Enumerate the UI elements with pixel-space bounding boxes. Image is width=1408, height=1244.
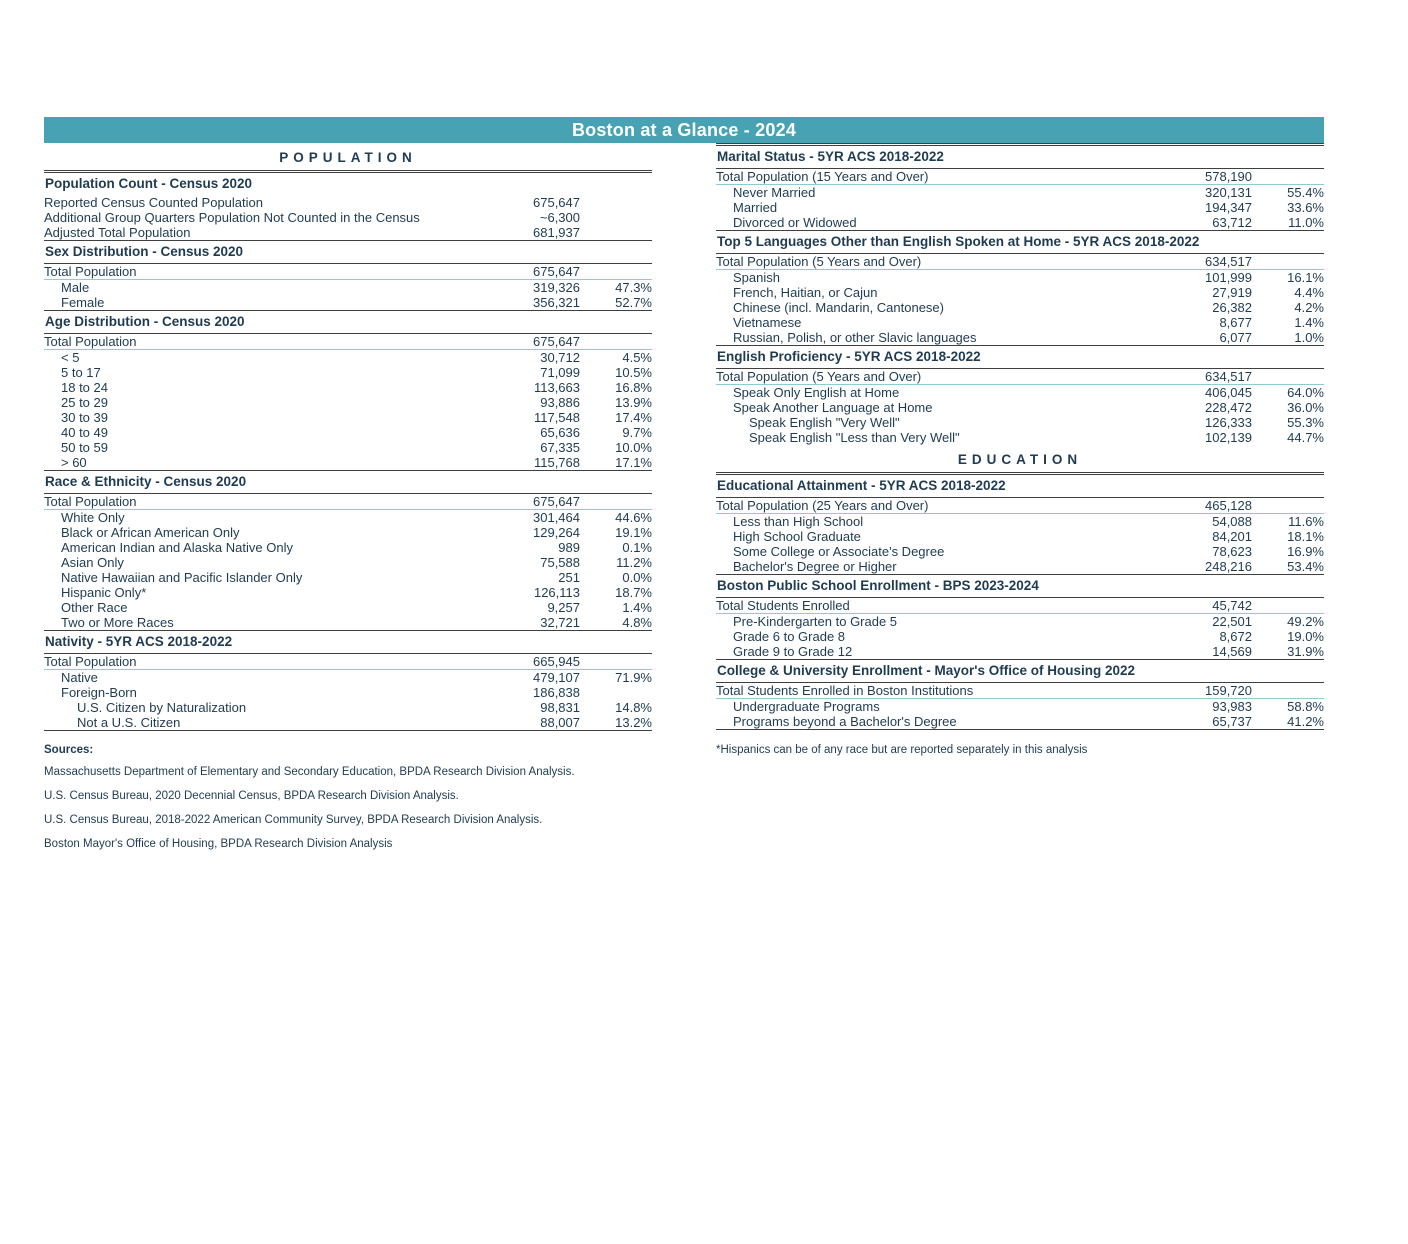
row-percent: 0.1%: [622, 540, 652, 555]
row-percent: 4.2%: [1294, 300, 1324, 315]
row-percent: 16.9%: [1287, 544, 1324, 559]
table-row: [716, 315, 1324, 330]
table-total-row: [716, 254, 1324, 270]
row-value: 989: [558, 540, 580, 555]
row-label: 18 to 24: [61, 380, 108, 395]
subsection: [716, 574, 1324, 659]
row-percent: [580, 225, 652, 240]
row-label: Black or African American Only: [61, 525, 240, 540]
table-row: [716, 270, 1324, 286]
row-value: 115,768: [533, 455, 580, 470]
row-label: Bachelor's Degree or Higher: [733, 559, 897, 574]
row-percent: 19.1%: [615, 525, 652, 540]
row-value: 129,264: [533, 525, 580, 540]
row-percent: 4.5%: [622, 350, 652, 365]
row-label: 30 to 39: [61, 410, 108, 425]
row-value: 186,838: [533, 685, 580, 700]
table-row: [44, 685, 652, 700]
row-percent: [580, 264, 652, 280]
row-label: Divorced or Widowed: [733, 215, 857, 230]
row-percent: 11.6%: [1288, 514, 1324, 529]
row-value: 406,045: [1205, 385, 1252, 400]
row-label: Total Population: [44, 654, 436, 670]
row-label: Asian Only: [61, 555, 124, 570]
row-percent: 55.4%: [1287, 185, 1324, 200]
row-percent: 1.4%: [622, 600, 652, 615]
row-value: 63,712: [1212, 215, 1252, 230]
subsection-heading: College & University Enrollment - Mayor's Office of Housing 2022: [716, 659, 1324, 682]
row-percent: [580, 210, 652, 225]
data-table: [716, 168, 1324, 230]
row-percent: 1.4%: [1294, 315, 1324, 330]
row-value: 578,190: [1108, 169, 1252, 185]
table-row: [44, 555, 652, 570]
table-row: [44, 295, 652, 310]
row-label: Never Married: [733, 185, 816, 200]
row-value: 320,131: [1205, 185, 1252, 200]
row-value: 22,501: [1212, 614, 1252, 629]
row-percent: [1252, 254, 1324, 270]
row-value: 634,517: [1108, 254, 1252, 270]
row-percent: [1252, 369, 1324, 385]
table-row: [44, 350, 652, 366]
row-label: White Only: [61, 510, 125, 525]
row-label: Total Population: [44, 264, 436, 280]
table-row: [44, 195, 652, 210]
table-row: [716, 544, 1324, 559]
table-row: [716, 644, 1324, 659]
row-value: 113,663: [533, 380, 580, 395]
table-total-row: [44, 264, 652, 280]
hispanic-footnote: *Hispanics can be of any race but are reported separately in this analysis: [716, 744, 1088, 756]
table-row: [716, 614, 1324, 630]
row-value: 194,347: [1205, 200, 1252, 215]
table-row: [44, 225, 652, 240]
row-label: Female: [61, 295, 105, 310]
row-label: Chinese (incl. Mandarin, Cantonese): [733, 300, 944, 315]
source-line: Boston Mayor's Office of Housing, BPDA Research Division Analysis: [44, 838, 393, 850]
row-value: 32,721: [540, 615, 580, 630]
row-label: 25 to 29: [61, 395, 108, 410]
sources-heading: Sources:: [44, 744, 94, 756]
row-value: 681,937: [533, 225, 580, 240]
row-percent: [1252, 498, 1324, 514]
row-value: 126,333: [1205, 415, 1252, 430]
table-row: [716, 415, 1324, 430]
data-table: [44, 333, 652, 470]
row-value: 8,672: [1219, 629, 1252, 644]
table-row: [44, 585, 652, 600]
row-label: Spanish: [733, 270, 780, 285]
row-percent: [580, 685, 652, 700]
row-label: 5 to 17: [61, 365, 101, 380]
table-row: [716, 699, 1324, 715]
data-table: [716, 253, 1324, 345]
right-tables-bottom-container: [716, 472, 1324, 730]
table-row: [44, 280, 652, 296]
row-value: 45,742: [1108, 598, 1252, 614]
table-row: [44, 510, 652, 526]
row-percent: 11.2%: [616, 555, 652, 570]
row-percent: 19.0%: [1287, 629, 1324, 644]
row-percent: 11.0%: [1288, 215, 1324, 230]
sources-block: [44, 744, 652, 862]
row-percent: 55.3%: [1287, 415, 1324, 430]
subsection-heading: Top 5 Languages Other than English Spoken at Home - 5YR ACS 2018-2022: [716, 230, 1324, 253]
table-total-row: [716, 498, 1324, 514]
subsection: [44, 630, 652, 731]
table-row: [44, 700, 652, 715]
row-value: 228,472: [1205, 400, 1252, 415]
table-row: [716, 559, 1324, 574]
section-banner-population: POPULATION: [279, 150, 417, 165]
subsection: [716, 230, 1324, 345]
row-percent: 44.6%: [615, 510, 652, 525]
row-value: 8,677: [1219, 315, 1252, 330]
data-table: [716, 597, 1324, 659]
subsection-heading: Population Count - Census 2020: [44, 170, 652, 195]
row-value: 9,257: [547, 600, 580, 615]
row-value: 301,464: [533, 510, 580, 525]
source-line: U.S. Census Bureau, 2020 Decennial Census, BPDA Research Division Analysis.: [44, 790, 459, 802]
right-tables-top-container: [716, 143, 1324, 445]
table-row: [44, 670, 652, 686]
row-percent: 47.3%: [615, 280, 652, 295]
row-value: 159,720: [1108, 683, 1252, 699]
table-row: [716, 200, 1324, 215]
page-title: Boston at a Glance - 2024: [44, 117, 1324, 143]
row-percent: 14.8%: [615, 700, 652, 715]
row-label: Grade 6 to Grade 8: [733, 629, 846, 644]
subsection: [44, 240, 652, 310]
section-banner-education: EDUCATION: [957, 452, 1083, 467]
row-value: 319,326: [533, 280, 580, 295]
row-value: 98,831: [540, 700, 580, 715]
table-row: [716, 514, 1324, 530]
row-label: Total Population (15 Years and Over): [716, 169, 1108, 185]
table-total-row: [716, 369, 1324, 385]
row-value: 479,107: [533, 670, 580, 685]
row-value: 634,517: [1108, 369, 1252, 385]
row-percent: 53.4%: [1287, 559, 1324, 574]
row-percent: 44.7%: [1287, 430, 1324, 445]
row-value: 251: [558, 570, 580, 585]
row-label: Not a U.S. Citizen: [44, 715, 436, 731]
row-label: Total Population (25 Years and Over): [716, 498, 1108, 514]
row-label: High School Graduate: [733, 529, 861, 544]
table-row: [44, 540, 652, 555]
row-value: 126,113: [533, 585, 580, 600]
row-label: Speak Another Language at Home: [733, 400, 933, 415]
row-value: 84,201: [1212, 529, 1252, 544]
table-row: [716, 185, 1324, 201]
row-value: 665,945: [436, 654, 580, 670]
row-percent: [580, 334, 652, 350]
table-total-row: [44, 494, 652, 510]
table-row: [716, 400, 1324, 415]
row-label: Two or More Races: [61, 615, 174, 630]
table-row: [44, 615, 652, 630]
subsection: [44, 170, 652, 240]
row-label: Reported Census Counted Population: [44, 195, 263, 210]
table-row: [44, 395, 652, 410]
table-row: [716, 285, 1324, 300]
row-percent: 13.9%: [615, 395, 652, 410]
row-value: 67,335: [540, 440, 580, 455]
row-percent: [580, 654, 652, 670]
data-table: [44, 493, 652, 630]
row-label: Total Students Enrolled: [716, 598, 1108, 614]
row-percent: 58.8%: [1287, 699, 1324, 714]
row-value: 6,077: [1219, 330, 1252, 345]
row-value: 30,712: [540, 350, 580, 365]
row-value: ~6,300: [539, 210, 580, 225]
row-label: Male: [61, 280, 90, 295]
row-label: U.S. Citizen by Naturalization: [77, 700, 247, 715]
subsection: [716, 659, 1324, 730]
table-row: [716, 330, 1324, 345]
row-percent: 18.7%: [615, 585, 652, 600]
row-value: 88,007: [436, 715, 580, 731]
row-value: 117,548: [533, 410, 580, 425]
row-percent: 13.2%: [580, 715, 652, 731]
row-percent: [1252, 683, 1324, 699]
row-label: French, Haitian, or Cajun: [733, 285, 878, 300]
subsection-heading: Educational Attainment - 5YR ACS 2018-2022: [716, 472, 1324, 497]
table-row: [716, 629, 1324, 644]
row-value: 465,128: [1108, 498, 1252, 514]
right-column: [716, 143, 1324, 862]
sources-list: [44, 766, 652, 862]
data-table: [716, 497, 1324, 574]
two-column-body: [44, 143, 1324, 862]
row-value: 78,623: [1212, 544, 1252, 559]
row-label: Total Population: [44, 334, 436, 350]
row-percent: 4.4%: [1294, 285, 1324, 300]
subsection-heading: Marital Status - 5YR ACS 2018-2022: [716, 143, 1324, 168]
subsection-heading: English Proficiency - 5YR ACS 2018-2022: [716, 345, 1324, 368]
row-label: Hispanic Only*: [61, 585, 147, 600]
row-label: 40 to 49: [61, 425, 108, 440]
source-line: Massachusetts Department of Elementary and Secondary Education, BPDA Research Division Analysis.: [44, 766, 575, 778]
table-row: [44, 600, 652, 615]
row-percent: 52.7%: [615, 295, 652, 310]
row-label: Undergraduate Programs: [733, 699, 880, 714]
row-label: Programs beyond a Bachelor's Degree: [716, 714, 1108, 730]
row-value: 675,647: [533, 195, 580, 210]
row-percent: 1.0%: [1294, 330, 1324, 345]
row-value: 14,569: [1212, 644, 1252, 659]
row-value: 27,919: [1212, 285, 1252, 300]
row-label: > 60: [61, 455, 87, 470]
table-row: [44, 380, 652, 395]
row-value: 26,382: [1212, 300, 1252, 315]
row-percent: 17.1%: [615, 455, 652, 470]
table-row: [44, 410, 652, 425]
table-total-row: [716, 683, 1324, 699]
left-column: [44, 143, 652, 862]
data-table: [716, 368, 1324, 445]
row-percent: 49.2%: [1287, 614, 1324, 629]
row-value: 93,886: [540, 395, 580, 410]
table-row: [44, 440, 652, 455]
row-label: Additional Group Quarters Population Not Counted in the Census: [44, 210, 420, 225]
row-percent: 41.2%: [1252, 714, 1324, 730]
row-value: 675,647: [436, 334, 580, 350]
subsection: [44, 310, 652, 470]
row-label: Foreign-Born: [61, 685, 137, 700]
table-row: [716, 385, 1324, 401]
left-tables-container: [44, 170, 652, 731]
row-label: Vietnamese: [733, 315, 802, 330]
row-value: 356,321: [533, 295, 580, 310]
table-row: [44, 455, 652, 470]
table-row: [44, 715, 652, 731]
row-label: Total Students Enrolled in Boston Institutions: [716, 683, 1108, 699]
row-label: Other Race: [61, 600, 128, 615]
source-line: U.S. Census Bureau, 2018-2022 American Community Survey, BPDA Research Division Analysis.: [44, 814, 543, 826]
row-value: 101,999: [1205, 270, 1252, 285]
row-percent: 10.0%: [615, 440, 652, 455]
table-row: [716, 430, 1324, 445]
row-label: Speak English "Very Well": [749, 415, 900, 430]
row-value: 65,636: [540, 425, 580, 440]
row-percent: 16.1%: [1287, 270, 1324, 285]
row-percent: 64.0%: [1287, 385, 1324, 400]
row-label: Married: [733, 200, 778, 215]
row-percent: 18.1%: [1287, 529, 1324, 544]
row-value: 75,588: [540, 555, 580, 570]
row-label: Native: [61, 670, 98, 685]
row-label: Speak Only English at Home: [733, 385, 900, 400]
row-percent: 33.6%: [1287, 200, 1324, 215]
row-percent: [1252, 169, 1324, 185]
row-percent: 16.8%: [615, 380, 652, 395]
row-label: Speak English "Less than Very Well": [749, 430, 960, 445]
subsection: [716, 143, 1324, 230]
row-label: Total Population (5 Years and Over): [716, 369, 1108, 385]
row-label: Russian, Polish, or other Slavic languages: [733, 330, 977, 345]
row-percent: 31.9%: [1287, 644, 1324, 659]
table-row: [716, 300, 1324, 315]
table-row: [44, 365, 652, 380]
data-table: [44, 653, 652, 731]
row-value: 675,647: [436, 264, 580, 280]
row-value: 71,099: [540, 365, 580, 380]
table-row: [716, 529, 1324, 544]
table-total-row: [716, 169, 1324, 185]
row-value: 248,216: [1205, 559, 1252, 574]
row-value: 675,647: [436, 494, 580, 510]
subsection-heading: Boston Public School Enrollment - BPS 2023-2024: [716, 574, 1324, 597]
row-label: Grade 9 to Grade 12: [733, 644, 853, 659]
row-value: 93,983: [1212, 699, 1252, 714]
data-table: [716, 682, 1324, 730]
row-percent: [580, 195, 652, 210]
subsection: [716, 345, 1324, 445]
table-total-row: [44, 334, 652, 350]
row-percent: 71.9%: [615, 670, 652, 685]
subsection-heading: Race & Ethnicity - Census 2020: [44, 470, 652, 493]
subsection: [716, 472, 1324, 574]
table-total-row: [716, 598, 1324, 614]
row-percent: 9.7%: [622, 425, 652, 440]
table-row: [44, 210, 652, 225]
row-percent: [580, 494, 652, 510]
row-percent: 17.4%: [615, 410, 652, 425]
data-table: [44, 263, 652, 310]
table-row: [716, 714, 1324, 730]
table-row: [44, 525, 652, 540]
row-label: Total Population: [44, 494, 436, 510]
subsection-heading: Age Distribution - Census 2020: [44, 310, 652, 333]
row-percent: 10.5%: [615, 365, 652, 380]
row-label: 50 to 59: [61, 440, 108, 455]
subsection: [44, 470, 652, 630]
row-value: 102,139: [1205, 430, 1252, 445]
subsection-heading: Nativity - 5YR ACS 2018-2022: [44, 630, 652, 653]
row-label: Total Population (5 Years and Over): [716, 254, 1108, 270]
row-value: 54,088: [1212, 514, 1252, 529]
row-label: Adjusted Total Population: [44, 225, 191, 240]
data-table: [44, 195, 652, 240]
row-label: Less than High School: [733, 514, 864, 529]
fact-sheet-page: [44, 0, 1324, 862]
row-label: Pre-Kindergarten to Grade 5: [733, 614, 898, 629]
subsection-heading: Sex Distribution - Census 2020: [44, 240, 652, 263]
row-percent: 0.0%: [622, 570, 652, 585]
row-percent: 36.0%: [1287, 400, 1324, 415]
row-percent: 4.8%: [622, 615, 652, 630]
table-row: [716, 215, 1324, 230]
row-percent: [1252, 598, 1324, 614]
row-label: American Indian and Alaska Native Only: [61, 540, 293, 555]
table-total-row: [44, 654, 652, 670]
row-value: 65,737: [1108, 714, 1252, 730]
row-label: Some College or Associate's Degree: [733, 544, 945, 559]
row-label: < 5: [61, 350, 80, 365]
row-label: Native Hawaiian and Pacific Islander Only: [61, 570, 303, 585]
table-row: [44, 570, 652, 585]
table-row: [44, 425, 652, 440]
